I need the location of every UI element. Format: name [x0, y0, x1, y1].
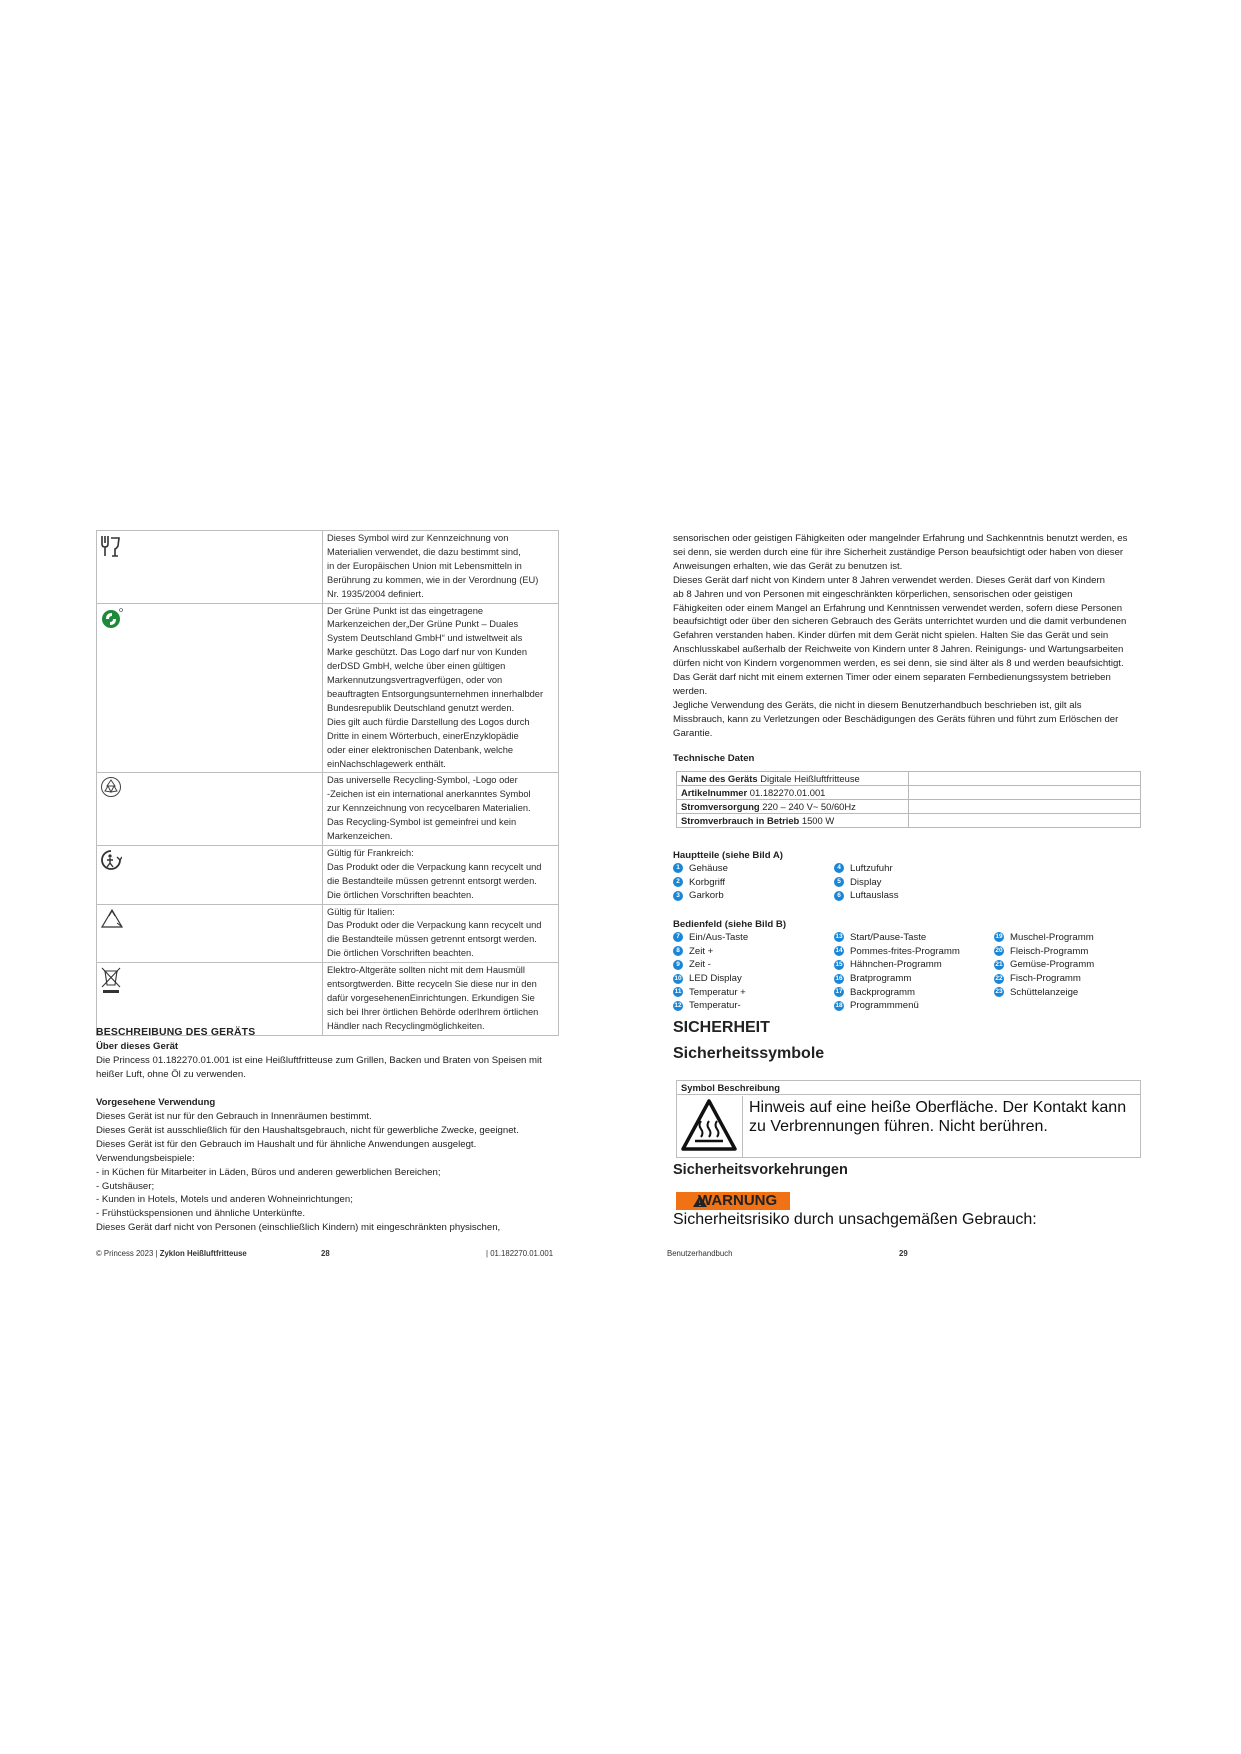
icon-cell	[97, 603, 323, 773]
text-line: entsorgtwerden. Bitte recyceln Sie diese nur in den	[327, 979, 537, 990]
text-line: beauftragten Entsorgungsunternehmen innerhalbder	[327, 688, 544, 699]
number-badge: 14	[835, 947, 843, 955]
list-item	[673, 931, 748, 945]
text-line: Dies gilt auch fürdie Darstellung des Logos durch	[327, 716, 530, 727]
list-item	[834, 986, 960, 1000]
symbol-desc	[323, 603, 559, 773]
text-line: Garantie.	[673, 727, 713, 739]
list-item	[673, 876, 728, 890]
number-badge: 22	[995, 974, 1003, 982]
footer-right-label: Benutzerhandbuch	[667, 1249, 733, 1258]
list-item	[673, 945, 748, 959]
list-item	[673, 972, 748, 986]
list-item-label: Hähnchen-Programm	[850, 959, 942, 971]
green-dot-icon	[100, 607, 124, 629]
tech-cell	[677, 772, 909, 786]
tech-cell	[677, 800, 909, 814]
number-badge: 20	[995, 947, 1003, 955]
list-item	[834, 876, 899, 890]
symbol-table	[96, 530, 559, 1036]
list-item-label: Muschel-Programm	[1010, 932, 1094, 943]
text-line: Das universelle Recycling-Symbol, -Logo oder	[327, 775, 518, 786]
list-item	[834, 972, 960, 986]
number-badge: 11	[674, 988, 682, 996]
list-item	[994, 931, 1094, 945]
text-line: Gefahren verstanden haben. Kinder dürfen mit dem Gerät nicht spielen. Halten Sie das Gerät und sein	[673, 630, 1109, 642]
main-parts-title: Hauptteile (siehe Bild A)	[673, 850, 783, 861]
list-item-label: Gemüse-Programm	[1010, 959, 1095, 971]
text-line: Dieses Gerät darf nicht von Personen (einschließlich Kindern) mit eingeschränkten physischen,	[96, 1222, 501, 1234]
list-item	[673, 889, 728, 903]
warning-banner	[676, 1192, 790, 1210]
text-line: die Bestandteile müssen getrennt entsorgt werden.	[327, 875, 537, 886]
table-row	[677, 800, 1141, 814]
icon-cell	[97, 773, 323, 846]
text-line: ab 8 Jahren und von Personen mit eingeschränkten körperlichen, sensorischen oder geistigen	[673, 588, 1073, 600]
number-badge: 3	[673, 891, 683, 901]
text-line: Bundesrepublik Deutschland genutzt werden.	[327, 702, 515, 713]
list-item-label: Luftzufuhr	[850, 863, 893, 874]
usage-title: Vorgesehene Verwendung	[96, 1097, 216, 1108]
tech-label: Name des Geräts	[681, 773, 758, 784]
table-row	[677, 814, 1141, 828]
main-parts-col-2	[834, 862, 899, 903]
symbol-table-header: Symbol Beschreibung	[677, 1081, 1140, 1095]
list-item-label: Temperatur +	[689, 986, 746, 998]
about-title: Über dieses Gerät	[96, 1041, 179, 1052]
tech-cell	[677, 786, 909, 800]
text-line: Materialien verwendet, die dazu bestimmt sind,	[327, 546, 521, 557]
hot-surface-warning-icon	[679, 1097, 739, 1155]
text-line: sei denn, sie werden durch eine für ihre Sicherheit zuständige Person beaufsichtigt oder haben von dieser	[673, 546, 1124, 558]
text-line: die Bestandteile müssen getrennt entsorgt werden.	[327, 934, 537, 945]
list-item-label: Korbgriff	[689, 876, 726, 888]
tech-value: 220 – 240 V~ 50/60Hz	[762, 801, 856, 812]
list-item	[994, 986, 1094, 1000]
safety-title: SICHERHEIT	[673, 1019, 770, 1036]
text-line: einNachschlagewerk enthält.	[327, 758, 446, 769]
table-row	[97, 845, 559, 904]
tech-cell-empty	[909, 772, 1141, 786]
text-line: Dieses Gerät ist ausschließlich für den Haushaltsgebrauch, nicht für gewerbliche Zwecke, geeignet.	[96, 1124, 519, 1136]
list-item	[834, 958, 960, 972]
text-line: Dieses Gerät ist nur für den Gebrauch in Innenräumen bestimmt.	[96, 1111, 372, 1122]
triangle-recycle-icon	[100, 908, 124, 930]
list-item-label: Luftauslass	[850, 890, 899, 902]
tech-title: Technische Daten	[673, 753, 755, 764]
precautions-title: Sicherheitsvorkehrungen	[673, 1162, 848, 1178]
number-badge: 7	[673, 932, 683, 942]
icon-cell	[97, 845, 323, 904]
symbol-desc	[323, 845, 559, 904]
text-line: dürfen nicht von Kindern vorgenommen werden, es sei denn, sie sind älter als 8 und werden beaufsichtigt.	[673, 658, 1124, 670]
safety-symbols-title: Sicherheitssymbole	[673, 1045, 825, 1062]
text-line: Das Gerät darf nicht mit einem externen Timer oder einem separaten Fernbedienungssystem betrieben	[673, 672, 1111, 684]
text-line: - Gutshäuser;	[96, 1180, 155, 1192]
number-badge: 5	[834, 877, 844, 887]
tech-cell-empty	[909, 814, 1141, 828]
text-line: Der Grüne Punkt ist das eingetragene	[327, 605, 484, 616]
food-contact-icon	[100, 534, 122, 558]
text-line: Dieses Gerät darf nicht von Kindern unter 8 Jahren verwendet werden. Dieses Gerät darf von Kindern	[673, 574, 1105, 586]
symbol-desc	[323, 773, 559, 846]
text-line: dafür vorgesehenenEinrichtungen. Erkundigen Sie	[327, 993, 535, 1003]
list-item	[834, 862, 899, 876]
list-item	[673, 999, 748, 1013]
text-line: Markenzeichen.	[327, 831, 393, 842]
text-line: Marke geschützt. Das Logo darf nur von Kunden	[327, 647, 528, 658]
list-item-label: Fisch-Programm	[1010, 973, 1081, 985]
number-badge: 8	[673, 946, 683, 956]
number-badge: 15	[835, 960, 843, 968]
text-line: System Deutschland GmbH“ und istweltweit als	[327, 633, 523, 644]
list-item	[834, 889, 899, 903]
list-item-label: Ein/Aus-Taste	[689, 932, 749, 943]
text-line: Anweisungen erhalten, wie das Gerät zu benutzen ist.	[673, 560, 903, 572]
text-line: Gültig für Frankreich:	[327, 847, 414, 858]
table-row	[97, 773, 559, 846]
number-badge: 18	[835, 1001, 843, 1009]
table-row	[97, 904, 559, 963]
text-line: Fähigkeiten oder einem Mangel an Erfahrung und Kenntnissen verwendet werden, sofern diese Personen	[673, 602, 1123, 614]
recycling-icon	[100, 776, 122, 798]
tech-cell-empty	[909, 800, 1141, 814]
tech-value: 01.182270.01.001	[749, 787, 826, 798]
text-line: Dieses Gerät ist für den Gebrauch im Haushalt und für ähnliche Anwendungen ausgelegt.	[96, 1138, 477, 1150]
text-line: Das Recycling-Symbol ist gemeinfrei und kein	[327, 817, 517, 828]
icon-cell	[97, 963, 323, 1036]
panel-col-1	[673, 931, 748, 1013]
text-line: Markenzeichen der„Der Grüne Punkt – Duales	[327, 619, 519, 630]
footer-copyright: © Princess 2023 |	[96, 1249, 160, 1258]
list-item	[834, 999, 960, 1013]
list-item	[673, 986, 748, 1000]
number-badge: 13	[835, 933, 843, 941]
footer-product: Zyklon Heißluftfritteuse	[159, 1249, 247, 1258]
warning-label: WARNUNG	[698, 1192, 778, 1209]
list-item-label: LED Display	[689, 973, 742, 985]
table-row	[97, 963, 559, 1036]
text-line: Missbrauch, kann zu Verletzungen oder Beschädigungen des Geräts führen und führt zum Erlöschen der	[673, 713, 1119, 725]
list-item-label: Schüttelanzeige	[1010, 986, 1079, 998]
table-row	[677, 772, 1141, 786]
text-line: Dritte in einem Wörterbuch, einerEnzyklopädie	[327, 730, 519, 741]
list-item-label: Display	[850, 876, 882, 888]
symbol-desc	[323, 531, 559, 604]
text-line: werden.	[673, 685, 708, 697]
number-badge: 9	[673, 960, 683, 970]
tech-cell-empty	[909, 786, 1141, 800]
section-title: BESCHREIBUNG DES GERÄTS	[96, 1027, 256, 1038]
number-badge: 12	[674, 1001, 682, 1009]
list-item-label: Pommes-frites-Programm	[850, 945, 960, 957]
symbol-desc	[323, 963, 559, 1036]
list-item	[994, 958, 1094, 972]
text-line: Die örtlichen Vorschriften beachten.	[327, 889, 474, 900]
tech-label: Stromverbrauch in Betrieb	[681, 815, 800, 826]
text-line: Gültig für Italien:	[327, 906, 395, 917]
icon-cell	[97, 904, 323, 963]
hot-surface-text: Hinweis auf eine heiße Oberfläche. Der Kontakt kann zu Verbrennungen führen. Nicht berühren.	[749, 1099, 1127, 1135]
text-line: Verwendungsbeispiele:	[96, 1152, 195, 1164]
list-item-label: Bratprogramm	[850, 973, 912, 985]
number-badge: 21	[995, 960, 1003, 968]
safety-symbol-table	[676, 1080, 1141, 1158]
number-badge: 19	[995, 933, 1003, 941]
text-line: - in Küchen für Mitarbeiter in Läden, Büros und anderen gewerblichen Bereichen;	[96, 1166, 441, 1178]
table-row	[97, 531, 559, 604]
text-line: Die örtlichen Vorschriften beachten.	[327, 948, 474, 959]
text-line: Nr. 1935/2004 definiert.	[327, 588, 424, 599]
list-item-label: Zeit -	[689, 959, 711, 971]
list-item-label: Fleisch-Programm	[1010, 945, 1089, 957]
symbol-desc	[323, 904, 559, 963]
main-parts-col-1	[673, 862, 728, 903]
text-line: in der Europäischen Union mit Lebensmitteln in	[327, 560, 522, 571]
panel-col-3	[994, 931, 1094, 999]
intro-text	[673, 532, 1143, 741]
triman-icon	[100, 849, 122, 871]
number-badge: 6	[834, 891, 844, 901]
usage-text	[96, 1110, 519, 1235]
page-number-left: 28	[321, 1249, 330, 1258]
tech-label: Artikelnummer	[681, 787, 748, 798]
tech-label: Stromversorgung	[681, 801, 760, 812]
text-line: zur Kennzeichnung von recycelbaren Materialien.	[327, 803, 531, 814]
text-line: Händler nach Recyclingmöglichkeiten.	[327, 1020, 485, 1031]
number-badge: 10	[674, 974, 682, 982]
list-item-label: Zeit +	[689, 945, 714, 957]
list-item-label: Garkorb	[689, 890, 724, 902]
tech-value: Digitale Heißluftfritteuse	[760, 773, 860, 784]
panel-title: Bedienfeld (siehe Bild B)	[673, 919, 787, 930]
list-item-label: Temperatur-	[689, 1000, 741, 1012]
table-row	[677, 786, 1141, 800]
number-badge: 1	[673, 863, 683, 873]
about-text	[96, 1054, 542, 1082]
text-line: Die Princess 01.182270.01.001 ist eine Heißluftfritteuse zum Grillen, Backen und Braten von Speisen mit	[96, 1055, 542, 1066]
weee-bin-icon	[100, 966, 122, 994]
risk-text: Sicherheitsrisiko durch unsachgemäßen Gebrauch:	[673, 1211, 1037, 1228]
text-line: - Kunden in Hotels, Motels und anderen Wohneinrichtungen;	[96, 1194, 353, 1206]
text-line: derDSD GmbH, welche über einen gültigen	[327, 661, 506, 672]
number-badge: 17	[835, 988, 843, 996]
list-item	[834, 945, 960, 959]
tech-cell	[677, 814, 909, 828]
text-line: Anschlusskabel außerhalb der Reichweite von Kindern unter 8 Jahren. Reinigungs- und Wartungsarbeiten	[673, 644, 1124, 656]
tech-table	[676, 771, 1141, 828]
text-line: Dieses Symbol wird zur Kennzeichnung von	[327, 533, 509, 543]
list-item-label: Gehäuse	[689, 863, 728, 874]
text-line: Elektro-Altgeräte sollten nicht mit dem Hausmüll	[327, 965, 525, 976]
text-line: -Zeichen ist ein international anerkanntes Symbol	[327, 789, 531, 800]
panel-col-2	[834, 931, 960, 1013]
footer-left	[96, 1249, 247, 1258]
list-item	[673, 958, 748, 972]
list-item	[834, 931, 960, 945]
table-row	[97, 603, 559, 773]
text-line: beaufsichtigt oder über den sicheren Gebrauch des Geräts unterrichtet wurden und die damit verbundenen	[673, 616, 1127, 628]
list-item-label: Programmmenü	[850, 1000, 919, 1012]
text-line: Jegliche Verwendung des Geräts, die nicht in diesem Benutzerhandbuch beschrieben ist, gilt als	[673, 699, 1082, 711]
number-badge: 4	[834, 863, 844, 873]
text-line: oder einer elektronischen Datenbank, welche	[327, 744, 514, 755]
icon-cell	[97, 531, 323, 604]
text-line: Das Produkt oder die Verpackung kann recycelt und	[327, 861, 542, 872]
number-badge: 2	[673, 877, 683, 887]
number-badge: 16	[835, 974, 843, 982]
tech-value: 1500 W	[801, 815, 835, 826]
page-number-right: 29	[899, 1249, 908, 1258]
text-line: heißer Luft, ohne Öl zu verwenden.	[96, 1068, 246, 1080]
text-line: Markennutzungsvertragverfügen, oder von	[327, 675, 503, 686]
list-item-label: Start/Pause-Taste	[850, 932, 927, 943]
number-badge: 23	[995, 988, 1003, 996]
text-line: - Frühstückspensionen und ähnliche Unterkünfte.	[96, 1208, 306, 1220]
list-item-label: Backprogramm	[850, 986, 916, 998]
symbol-icon-cell	[677, 1096, 743, 1157]
footer-code: | 01.182270.01.001	[486, 1249, 554, 1258]
text-line: Das Produkt oder die Verpackung kann recycelt und	[327, 920, 542, 931]
list-item	[994, 972, 1094, 986]
list-item	[673, 862, 728, 876]
text-line: Berührung zu kommen, wie in der Verordnung (EU)	[327, 574, 539, 585]
list-item	[994, 945, 1094, 959]
text-line: sensorischen oder geistigen Fähigkeiten oder mangelnder Erfahrung und Sachkenntnis benutzt werden, es	[673, 533, 1128, 544]
text-line: sich bei Ihrer örtlichen Behörde oderIhrem örtlichen	[327, 1006, 539, 1017]
